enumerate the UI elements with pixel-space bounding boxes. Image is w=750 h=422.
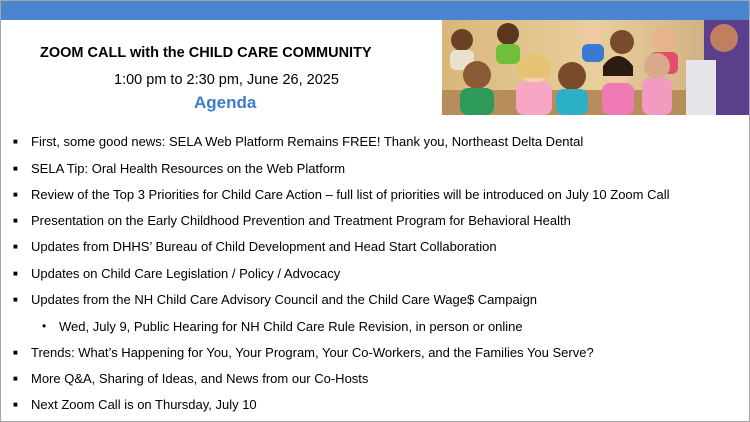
agenda-list <box>1 1 749 421</box>
list-item: ■ Updates from DHHS’ Bureau of Child Development and Head Start Collaboration <box>13 239 497 254</box>
list-item: ■ Trends: What’s Happening for You, Your Program, Your Co-Workers, and the Families You Serve? <box>13 345 594 360</box>
page-title: ZOOM CALL with the CHILD CARE COMMUNITY <box>40 45 372 61</box>
sub-list-item: • Wed, July 9, Public Hearing for NH Child Care Rule Revision, in person or online <box>42 319 523 334</box>
list-item: ■ More Q&A, Sharing of Ideas, and News from our Co-Hosts <box>13 371 369 386</box>
list-item: ■ Updates from the NH Child Care Advisory Council and the Child Care Wage$ Campaign <box>13 292 538 307</box>
agenda-heading: Agenda <box>194 93 257 112</box>
list-item: ■ Updates on Child Care Legislation / Policy / Advocacy <box>13 266 341 281</box>
list-item: ■ SELA Tip: Oral Health Resources on the Web Platform <box>13 161 346 176</box>
list-item: ■ Next Zoom Call is on Thursday, July 10 <box>13 397 257 412</box>
list-item: ■ Review of the Top 3 Priorities for Child Care Action – full list of priorities will be introduced on July 10 Zoom Call <box>13 187 670 202</box>
event-time: 1:00 pm to 2:30 pm, June 26, 2025 <box>114 72 339 88</box>
list-item: ■ First, some good news: SELA Web Platform Remains FREE! Thank you, Northeast Delta Dental <box>13 134 584 149</box>
list-item: ■ Presentation on the Early Childhood Prevention and Treatment Program for Behavioral Health <box>13 213 571 228</box>
